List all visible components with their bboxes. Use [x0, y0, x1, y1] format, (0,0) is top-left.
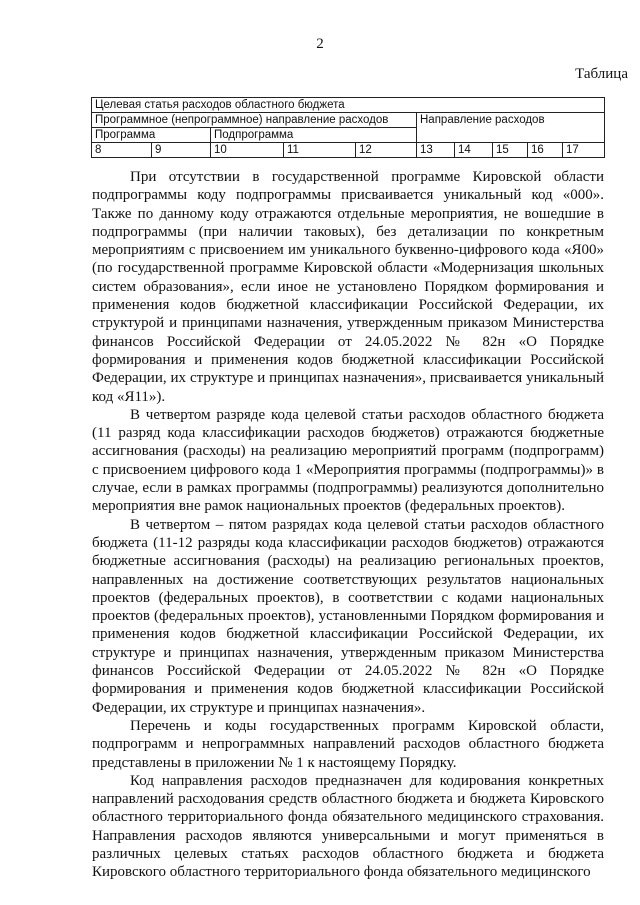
- expense-direction-header: Направление расходов: [417, 113, 605, 143]
- digit-cell: 14: [455, 143, 493, 158]
- digit-cell: 10: [211, 143, 284, 158]
- paragraph: В четвертом разряде кода целевой статьи расходов областного бюджета (11 разряд кода классификации расходов бюджетов) отражаются бюджетные ассигнования (расходы) на реализацию мероприятий программ (подпрограмм) с присвоением цифрового кода 1 «Мероприятия программы (подпрограммы)» в случае, если в рамках программы (подпрограммы) реализуются дополнительно мероприятия вне рамок национальных проектов (федеральных проектов).: [92, 406, 604, 515]
- digit-cell: 16: [528, 143, 563, 158]
- table-row: [92, 98, 605, 113]
- target-article-header: Целевая статья расходов областного бюджета: [92, 98, 605, 113]
- digit-cell: 9: [152, 143, 211, 158]
- body-text: [92, 168, 604, 882]
- digit-cell: 12: [356, 143, 417, 158]
- digit-cell: 8: [92, 143, 152, 158]
- budget-code-table: [91, 97, 605, 158]
- digit-cell: 13: [417, 143, 455, 158]
- paragraph: Перечень и коды государственных программ Кировской области, подпрограмм и непрограммных направлений расходов областного бюджета представлены в приложении № 1 к настоящему Порядку.: [92, 717, 604, 771]
- program-direction-header: Программное (непрограммное) направление расходов: [92, 113, 417, 128]
- page-number: 2: [316, 36, 324, 52]
- digit-cell: 11: [284, 143, 356, 158]
- paragraph: В четвертом – пятом разрядах кода целевой статьи расходов областного бюджета (11-12 разряды кода классификации расходов бюджетов) отражаются бюджетные ассигнования (расходы) на реализацию региональных проектов, направленных на достижение соответствующих результатов национальных проектов (федеральных проектов), в соответствии с кодами национальных проектов (федеральных проектов), установленными Порядком формирования и применения кодов бюджетной классификации Российской Федерации, их структуре и принципах назначения, утвержденным приказом Министерства финансов Российской Федерации от 24.05.2022 № 82н «О Порядке формирования и применения кодов бюджетной классификации Российской Федерации, их структуре и принципах назначения».: [92, 516, 604, 716]
- paragraph: При отсутствии в государственной программе Кировской области подпрограммы коду подпрограммы присваивается уникальный код «000». Также по данному коду отражаются отдельные мероприятия, не вошедшие в подпрограммы (при наличии таковых), без детализации по конкретным мероприятиям с присвоением им уникального буквенно-цифрового кода «Я00» (по государственной программе Кировской области «Модернизация школьных систем образования», если иное не установлено Порядком формирования и применения кодов бюджетной классификации Российской Федерации, их структурой и принципами назначения, утвержденным приказом Министерства финансов Российской Федерации от 24.05.2022 № 82н «О Порядке формирования и применения кодов бюджетной классификации Российской Федерации, их структуре и принципах назначения», присваивается уникальный код «Я11»).: [92, 169, 604, 405]
- program-header: Программа: [92, 128, 211, 143]
- digit-cell: 15: [493, 143, 528, 158]
- table-row: [92, 143, 605, 158]
- digit-cell: 17: [563, 143, 605, 158]
- table-row: [92, 113, 605, 128]
- subprogram-header: Подпрограмма: [211, 128, 417, 143]
- table-caption: Таблица: [575, 66, 628, 82]
- paragraph: Код направления расходов предназначен для кодирования конкретных направлений расходования средств областного бюджета и бюджета Кировского областного территориального фонда обязательного медицинского страхования. Направления расходов являются универсальными и могут применяться в различных целевых статьях расходов областного бюджета и бюджета Кировского областного территориального фонда обязательного медицинского: [92, 772, 604, 881]
